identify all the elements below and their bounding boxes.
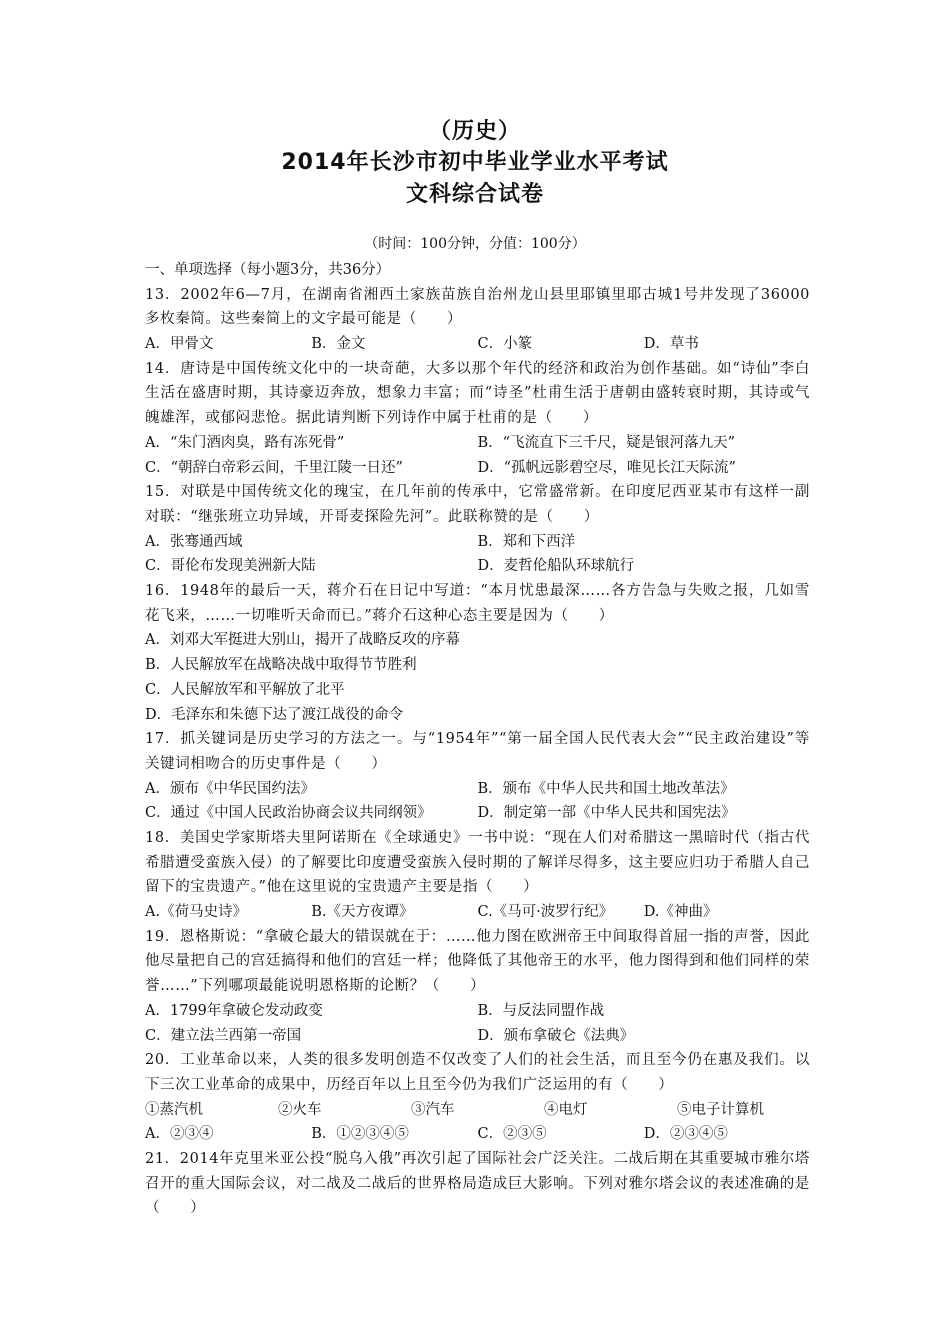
question-20: 20．工业革命以来，人类的很多发明创造不仅改变了人们的社会生活，而且至今仍在惠及我们。以下三次工业革命的成果中，历经百年以上且至今仍为我们广泛运用的有（ ） [145, 1052, 810, 1093]
item-5: ⑤电子计算机 [677, 1101, 764, 1118]
option-c: C．建立法兰西第一帝国 [145, 1027, 302, 1044]
item-3: ③汽车 [411, 1101, 455, 1118]
option-b: B．①②③④⑤ [311, 1126, 409, 1143]
option-a: A．颁布《中华民国约法》 [145, 780, 315, 797]
option-d: D．②③④⑤ [643, 1126, 728, 1143]
option-d: D．颁布拿破仑《法典》 [477, 1027, 635, 1044]
option-c: C．小篆 [477, 336, 533, 353]
option-a: A．刘邓大军挺进大别山，揭开了战略反攻的序幕 [145, 632, 460, 649]
option-a: A．张骞通西域 [145, 533, 243, 550]
item-4: ④电灯 [544, 1101, 588, 1118]
option-c: C．“朝辞白帝彩云间，千里江陵一日还” [145, 459, 403, 476]
question-20-options [145, 1122, 810, 1147]
option-d: D．草书 [643, 336, 699, 353]
item-1: ①蒸汽机 [145, 1101, 203, 1118]
option-d: D．毛泽东和朱德下达了渡江战役的命令 [145, 706, 404, 723]
option-c: C.《马可·波罗行纪》 [477, 904, 614, 921]
section-heading: 一、单项选择（每小题3分，共36分） [145, 262, 391, 278]
option-a: A．“朱门酒肉臭，路有冻死骨” [145, 434, 345, 451]
option-c: C．②③⑤ [477, 1126, 547, 1143]
question-15: 15．对联是中国传统文化的瑰宝，在几年前的传承中，它常盛常新。在印度尼西亚某市有这样一副对联：“继张班立功异域，开哥麦探险先河”。此联称赞的是（ ） [145, 484, 810, 525]
question-14-options-row2 [145, 456, 810, 481]
question-14-options-row1 [145, 431, 810, 456]
question-17: 17．抓关键词是历史学习的方法之一。与“1954年”“第一届全国人民代表大会”“民主政治建设”等关键词相吻合的历史事件是（ ） [145, 731, 810, 772]
question-15-options-row1 [145, 530, 810, 555]
option-d: D．“孤帆远影碧空尽，唯见长江天际流” [477, 459, 736, 476]
option-a: A．1799年拿破仑发动政变 [145, 1002, 323, 1019]
option-b: B．郑和下西洋 [477, 533, 576, 550]
option-b: B．与反法同盟作战 [477, 1002, 605, 1019]
option-c: C．人民解放军和平解放了北平 [145, 681, 345, 698]
option-d: D.《神曲》 [643, 904, 718, 921]
option-d: D．制定第一部《中华人民共和国宪法》 [477, 805, 736, 822]
question-17-options-row2 [145, 801, 810, 826]
option-c: C．通过《中国人民政治协商会议共同纲领》 [145, 805, 432, 822]
question-20-items [145, 1098, 810, 1123]
question-18-options [145, 900, 810, 925]
question-13: 13．2002年6—7月，在湖南省湘西土家族苗族自治州龙山县里耶镇里耶古城1号井发现了36000多枚秦简。这些秦简上的文字最可能是（ ） [145, 286, 810, 328]
question-13-options [145, 332, 810, 357]
question-17-options-row1 [145, 777, 810, 802]
option-d: D．麦哲伦船队环球航行 [477, 558, 635, 575]
question-18: 18．美国史学家斯塔夫里阿诺斯在《全球通史》一书中说：“现在人们对希腊这一黑暗时代（指古代希腊遭受蛮族入侵）的了解要比印度遭受蛮族入侵时期的了解详尽得多，这主要应归功于希腊人自己留下的宝贵遗产。”他在这里说的宝贵遗产主要是指（ ） [145, 829, 810, 896]
option-b: B．人民解放军在战略决战中取得节节胜利 [145, 657, 417, 674]
question-19-options-row1 [145, 999, 810, 1024]
question-19: 19．恩格斯说：“拿破仑最大的错误就在于：……他力图在欧洲帝王中间取得首屈一指的声誉，因此他尽量把自己的宫廷搞得和他们的宫廷一样；他降低了其他帝王的水平，他力图得到和他们同样的荣誉……”下列哪项最能说明恩格斯的论断？（ ） [145, 928, 810, 995]
option-a: A.《荷马史诗》 [145, 904, 248, 921]
subject-title: （历史） [428, 119, 521, 144]
exam-body [145, 258, 810, 1221]
option-b: B．金文 [311, 336, 366, 353]
question-14: 14．唐诗是中国传统文化中的一块奇葩，大多以那个年代的经济和政治为创作基础。如“诗仙”李白生活在盛唐时期，其诗豪迈奔放，想象力丰富；而“诗圣”杜甫生活于唐朝由盛转衰时期，其诗或气魄雄浑，或郁闷悲怆。据此请判断下列诗作中属于杜甫的是（ ） [145, 360, 810, 427]
question-15-options-row2 [145, 554, 810, 579]
option-a: A．甲骨文 [145, 336, 214, 353]
option-c: C．哥伦布发现美洲新大陆 [145, 558, 316, 575]
time-info: （时间：100分钟，分值：100分） [364, 236, 586, 252]
option-b: B.《天方夜谭》 [311, 904, 414, 921]
option-b: B．颁布《中华人民共和国土地改革法》 [477, 780, 735, 797]
paper-title: 文科综合试卷 [405, 182, 544, 207]
exam-title: 2014年长沙市初中毕业学业水平考试 [281, 150, 669, 175]
item-2: ②火车 [278, 1101, 322, 1118]
question-21: 21．2014年克里米亚公投“脱乌入俄”再次引起了国际社会广泛关注。二战后期在其重要城市雅尔塔召开的重大国际会议，对二战及二战后的世界格局造成巨大影响。下列对雅尔塔会议的表述准确的是（ ） [145, 1151, 810, 1217]
option-b: B．“飞流直下三千尺，疑是银河落九天” [477, 434, 735, 451]
question-19-options-row2 [145, 1024, 810, 1049]
question-16: 16．1948年的最后一天，蒋介石在日记中写道：“本月忧患最深……各方告急与失败之报，几如雪花飞来，……一切唯听天命而已。”蒋介石这种心态主要是因为（ ） [145, 583, 810, 624]
option-a: A．②③④ [145, 1126, 214, 1143]
